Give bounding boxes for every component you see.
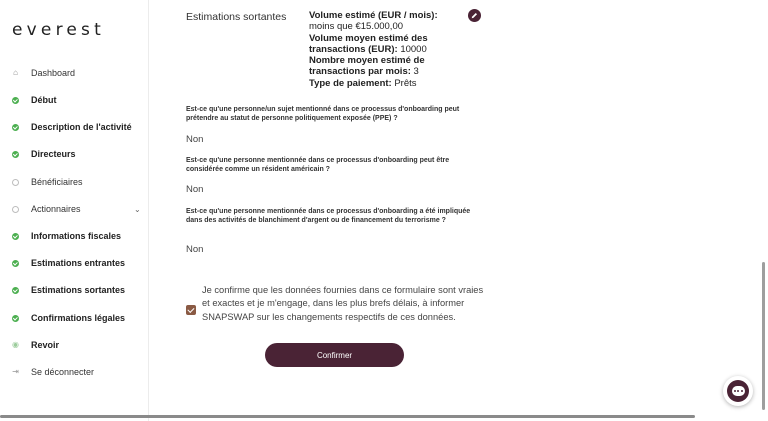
sidebar-item-label: Dashboard: [31, 68, 76, 78]
confirm-button[interactable]: Confirmer: [265, 343, 404, 367]
check-circle-icon: [12, 287, 19, 294]
payment-type-value: Prêts: [394, 77, 417, 89]
section-label: Estimations sortantes: [186, 11, 287, 23]
empty-circle-icon: [12, 179, 19, 186]
sidebar-item-label: Directeurs: [31, 149, 76, 159]
answer-ppe: Non: [186, 134, 204, 145]
answer-us-resident: Non: [186, 184, 204, 195]
vertical-scrollbar[interactable]: [762, 262, 765, 410]
sidebar-item-label: Revoir: [31, 340, 60, 350]
question-ppe: Est-ce qu'une personne/un sujet mentionné dans ce processus d'onboarding peut prétendre au statut de personne politiquement exposée (PPE) ?: [186, 106, 460, 122]
confirmation-text: Je confirme que les données fournies dans ce formulaire sont vraies et exactes et je m'engage, dans les plus brefs délais, à informer SNAPSWAP sur les changements respectifs de ces données.: [202, 285, 484, 322]
brand-logo[interactable]: everest: [12, 20, 105, 40]
chat-icon: [727, 380, 749, 402]
sidebar-item-label: Se déconnecter: [31, 367, 95, 377]
check-circle-icon: [12, 260, 19, 267]
volume-value: moins que €15.000,00: [309, 21, 404, 33]
sidebar-item-directeurs[interactable]: [0, 144, 149, 164]
check-circle-icon: [12, 124, 19, 131]
pencil-icon: [471, 12, 478, 19]
sidebar-item-logout[interactable]: [0, 362, 149, 382]
confirmation-checkbox[interactable]: [186, 305, 196, 315]
sidebar-item-confirmations-legales[interactable]: [0, 308, 149, 328]
sidebar-item-label: Actionnaires: [31, 204, 81, 214]
sidebar-item-revoir[interactable]: [0, 335, 149, 355]
check-circle-icon: [12, 315, 19, 322]
check-circle-icon: [12, 151, 19, 158]
sidebar-item-beneficiaires[interactable]: [0, 172, 149, 192]
check-circle-icon: [12, 97, 19, 104]
payment-type-label: Type de paiement:: [309, 77, 392, 89]
volume-label: Volume estimé (EUR / mois):: [309, 10, 438, 21]
question-money-laundering: Est-ce qu'une personne mentionnée dans ce processus d'onboarding a été impliquée dans des activités de blanchiment d'argent ou de financement du terrorisme ?: [186, 208, 471, 224]
sidebar-item-label: Confirmations légales: [31, 313, 126, 323]
check-circle-icon: [12, 233, 19, 240]
empty-circle-icon: [12, 206, 19, 213]
sidebar-item-informations-fiscales[interactable]: [0, 226, 149, 246]
edit-button[interactable]: [468, 9, 481, 22]
horizontal-scrollbar[interactable]: [0, 415, 695, 418]
sidebar-item-estimations-sortantes[interactable]: [0, 280, 149, 300]
sidebar-item-label: Bénéficiaires: [31, 177, 83, 187]
estimations-summary: [309, 10, 449, 89]
sidebar: [0, 0, 149, 421]
avg-volume-value: 10000: [400, 43, 427, 55]
main-content: [150, 0, 760, 421]
question-us-resident: Est-ce qu'une personne mentionnée dans ce processus d'onboarding peut être considérée comme un résident américain ?: [186, 157, 450, 173]
sidebar-item-label: Description de l'activité: [31, 122, 132, 132]
sidebar-item-actionnaires[interactable]: [0, 199, 149, 219]
sidebar-item-debut[interactable]: [0, 90, 149, 110]
sidebar-item-label: Début: [31, 95, 57, 105]
sidebar-item-dashboard[interactable]: [0, 63, 149, 83]
review-icon: ◉: [12, 340, 19, 349]
logout-icon: ⇥: [12, 367, 19, 376]
sidebar-item-description-activite[interactable]: [0, 117, 149, 137]
answer-money-laundering: Non: [186, 244, 204, 255]
avg-volume-label: Volume moyen estimé des transactions (EUR):: [309, 32, 428, 55]
chat-button[interactable]: [723, 376, 753, 406]
sidebar-item-label: Estimations entrantes: [31, 258, 126, 268]
chevron-down-icon[interactable]: ⌄: [134, 204, 141, 214]
home-icon: ⌂: [13, 68, 18, 77]
transaction-count-value: 3: [413, 66, 419, 78]
sidebar-item-estimations-entrantes[interactable]: [0, 253, 149, 273]
transaction-count-label: Nombre moyen estimé de transactions par mois:: [309, 55, 425, 78]
sidebar-item-label: Informations fiscales: [31, 231, 122, 241]
sidebar-item-label: Estimations sortantes: [31, 285, 126, 295]
